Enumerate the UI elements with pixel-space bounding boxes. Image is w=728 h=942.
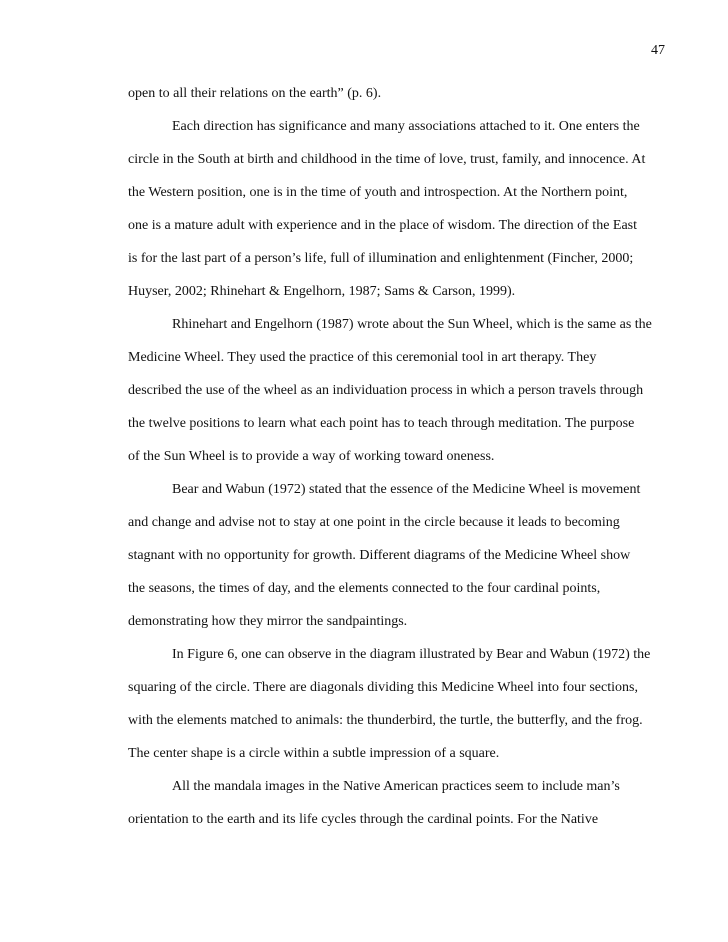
text-line: squaring of the circle. There are diagonals dividing this Medicine Wheel into four sections, <box>128 680 638 695</box>
text-line: is for the last part of a person’s life, full of illumination and enlightenment (Fincher, 2000; <box>128 251 634 266</box>
text-line: The center shape is a circle within a subtle impression of a square. <box>128 746 500 761</box>
text-line: described the use of the wheel as an individuation process in which a person travels through <box>128 383 644 398</box>
paragraph-first-line: Each direction has significance and many associations attached to it. One enters the <box>172 119 640 134</box>
text-line: with the elements matched to animals: the thunderbird, the turtle, the butterfly, and the frog. <box>128 713 643 728</box>
text-line: one is a mature adult with experience and in the place of wisdom. The direction of the East <box>128 218 638 233</box>
paragraph-first-line: In Figure 6, one can observe in the diagram illustrated by Bear and Wabun (1972) the <box>172 647 651 662</box>
text-line: the seasons, the times of day, and the elements connected to the four cardinal points, <box>128 581 601 596</box>
text-line: orientation to the earth and its life cycles through the cardinal points. For the Native <box>128 812 599 827</box>
text-line: Medicine Wheel. They used the practice of this ceremonial tool in art therapy. They <box>128 350 597 365</box>
paragraph-first-line: Rhinehart and Engelhorn (1987) wrote about the Sun Wheel, which is the same as the <box>172 317 652 332</box>
page-number: 47 <box>651 43 665 58</box>
text-line: of the Sun Wheel is to provide a way of working toward oneness. <box>128 449 495 464</box>
paragraph-first-line: Bear and Wabun (1972) stated that the essence of the Medicine Wheel is movement <box>172 482 641 497</box>
text-line: demonstrating how they mirror the sandpaintings. <box>128 614 408 629</box>
text-line: open to all their relations on the earth” (p. 6). <box>128 86 382 101</box>
text-line: stagnant with no opportunity for growth. Different diagrams of the Medicine Wheel show <box>128 548 631 563</box>
paragraph-first-line: All the mandala images in the Native American practices seem to include man’s <box>172 779 620 794</box>
text-line: the Western position, one is in the time of youth and introspection. At the Northern point, <box>128 185 628 200</box>
text-line: circle in the South at birth and childhood in the time of love, trust, family, and innocence. At <box>128 152 646 167</box>
text-line: Huyser, 2002; Rhinehart & Engelhorn, 1987; Sams & Carson, 1999). <box>128 284 516 299</box>
text-line: and change and advise not to stay at one point in the circle because it leads to becoming <box>128 515 620 530</box>
text-line: the twelve positions to learn what each point has to teach through meditation. The purpose <box>128 416 635 431</box>
